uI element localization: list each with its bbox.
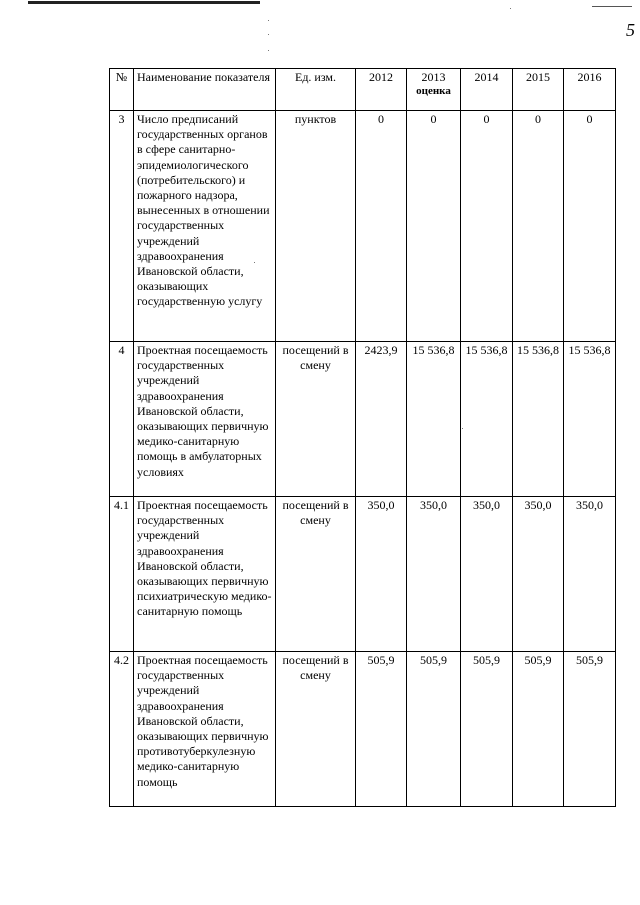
header-unit: Ед. изм. — [276, 69, 356, 111]
row-value-2013: 350,0 — [407, 497, 461, 652]
table-row — [110, 497, 616, 652]
row-num: 3 — [110, 111, 134, 342]
row-unit: посещений в смену — [276, 497, 356, 652]
row-value-2012: 0 — [356, 111, 407, 342]
row-unit: посещений в смену — [276, 342, 356, 497]
row-name: Проектная посещаемость государственных учреждений здравоохранения Ивановской области, оказывающих первичную противотуберкулезную медико-санитарную помощь — [134, 652, 276, 807]
row-value-2016: 505,9 — [564, 652, 616, 807]
table-row — [110, 652, 616, 807]
scan-speck — [268, 34, 269, 35]
row-value-2014: 15 536,8 — [461, 342, 513, 497]
row-value-2016: 0 — [564, 111, 616, 342]
row-value-2013: 505,9 — [407, 652, 461, 807]
row-unit: посещений в смену — [276, 652, 356, 807]
header-2014: 2014 — [461, 69, 513, 111]
row-name: Число предписаний государственных органов в сфере санитарно-эпидемиологического (потребительского) и пожарного надзора, вынесенных в отношении государственных учреждений здравоохранения Ивановской области, оказывающих государственную услугу — [134, 111, 276, 342]
row-value-2015: 15 536,8 — [513, 342, 564, 497]
row-value-2014: 350,0 — [461, 497, 513, 652]
page-number: 5 — [626, 20, 635, 40]
header-2012: 2012 — [356, 69, 407, 111]
scan-speck — [268, 50, 269, 51]
table-header-row — [110, 69, 616, 111]
row-unit: пунктов — [276, 111, 356, 342]
header-2016: 2016 — [564, 69, 616, 111]
indicators-table — [109, 68, 616, 807]
row-value-2012: 350,0 — [356, 497, 407, 652]
row-value-2015: 350,0 — [513, 497, 564, 652]
scan-speck — [510, 8, 511, 9]
row-value-2012: 505,9 — [356, 652, 407, 807]
header-2013-year: 2013 — [421, 70, 446, 84]
row-name: Проектная посещаемость государственных учреждений здравоохранения Ивановской области, оказывающих первичную психиатрическую медико-санитарную помощь — [134, 497, 276, 652]
row-num: 4.2 — [110, 652, 134, 807]
row-value-2016: 15 536,8 — [564, 342, 616, 497]
row-value-2012: 2423,9 — [356, 342, 407, 497]
row-value-2014: 505,9 — [461, 652, 513, 807]
row-value-2015: 505,9 — [513, 652, 564, 807]
scan-edge-line — [28, 1, 260, 4]
table-row — [110, 342, 616, 497]
table-row — [110, 111, 616, 342]
row-name: Проектная посещаемость государственных учреждений здравоохранения Ивановской области, оказывающих первичную медико-санитарную помощь в амбулаторных условиях — [134, 342, 276, 497]
scan-edge-line-right — [592, 6, 632, 7]
row-num: 4 — [110, 342, 134, 497]
row-value-2013: 0 — [407, 111, 461, 342]
row-num: 4.1 — [110, 497, 134, 652]
row-value-2014: 0 — [461, 111, 513, 342]
header-2015: 2015 — [513, 69, 564, 111]
header-name: Наименование показателя — [134, 69, 276, 111]
header-num: № — [110, 69, 134, 111]
row-value-2015: 0 — [513, 111, 564, 342]
header-2013 — [407, 69, 461, 111]
header-2013-note: оценка — [416, 85, 451, 98]
scan-speck — [268, 20, 269, 21]
row-value-2016: 350,0 — [564, 497, 616, 652]
row-value-2013: 15 536,8 — [407, 342, 461, 497]
